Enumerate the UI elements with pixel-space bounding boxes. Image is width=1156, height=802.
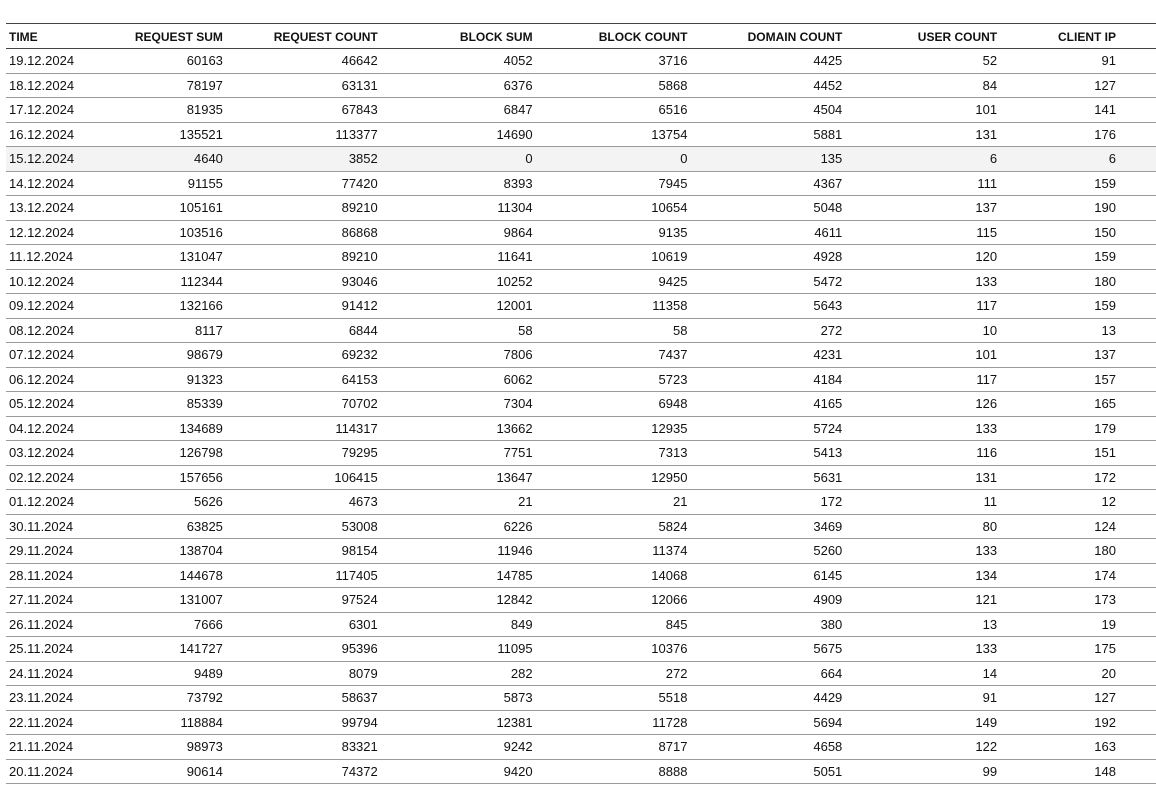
cell-request-count: 114317 xyxy=(227,416,382,441)
cell-request-count: 58637 xyxy=(227,686,382,711)
cell-user-count: 111 xyxy=(846,171,1001,196)
cell-request-sum: 85339 xyxy=(89,392,227,417)
cell-domain-count: 4928 xyxy=(691,245,846,270)
table-row xyxy=(6,269,1156,294)
cell-user-count: 80 xyxy=(846,514,1001,539)
cell-block-count: 6948 xyxy=(537,392,692,417)
cell-time: 06.12.2024 xyxy=(6,367,89,392)
table-row xyxy=(6,637,1156,662)
cell-block-sum: 58 xyxy=(382,318,537,343)
cell-user-count: 116 xyxy=(846,441,1001,466)
cell-user-count: 101 xyxy=(846,343,1001,368)
cell-block-count: 21 xyxy=(537,490,692,515)
cell-user-count: 10 xyxy=(846,318,1001,343)
cell-time: 14.12.2024 xyxy=(6,171,89,196)
cell-domain-count: 4504 xyxy=(691,98,846,123)
cell-block-count: 7313 xyxy=(537,441,692,466)
cell-block-sum: 11641 xyxy=(382,245,537,270)
cell-request-count: 93046 xyxy=(227,269,382,294)
cell-block-sum: 11095 xyxy=(382,637,537,662)
cell-block-count: 8888 xyxy=(537,759,692,784)
cell-request-sum: 112344 xyxy=(89,269,227,294)
cell-block-count: 14068 xyxy=(537,563,692,588)
cell-time: 10.12.2024 xyxy=(6,269,89,294)
cell-request-sum: 131047 xyxy=(89,245,227,270)
cell-request-count: 97524 xyxy=(227,588,382,613)
cell-domain-count: 4658 xyxy=(691,735,846,760)
table-row xyxy=(6,294,1156,319)
cell-request-count: 113377 xyxy=(227,122,382,147)
table-row xyxy=(6,735,1156,760)
cell-block-sum: 6062 xyxy=(382,367,537,392)
cell-request-count: 46642 xyxy=(227,49,382,74)
header-domain-count[interactable]: DOMAIN COUNT xyxy=(691,24,846,49)
cell-domain-count: 272 xyxy=(691,318,846,343)
cell-block-sum: 7304 xyxy=(382,392,537,417)
cell-request-count: 4673 xyxy=(227,490,382,515)
cell-domain-count: 5675 xyxy=(691,637,846,662)
cell-user-count: 121 xyxy=(846,588,1001,613)
cell-user-count: 131 xyxy=(846,122,1001,147)
cell-user-count: 84 xyxy=(846,73,1001,98)
cell-block-count: 7437 xyxy=(537,343,692,368)
cell-block-sum: 12842 xyxy=(382,588,537,613)
table-row xyxy=(6,514,1156,539)
table-header-row xyxy=(6,24,1156,49)
cell-request-sum: 98973 xyxy=(89,735,227,760)
cell-request-sum: 126798 xyxy=(89,441,227,466)
cell-client-ip: 157 xyxy=(1001,367,1156,392)
cell-block-sum: 0 xyxy=(382,147,537,172)
cell-client-ip: 163 xyxy=(1001,735,1156,760)
table-row xyxy=(6,73,1156,98)
table-row xyxy=(6,367,1156,392)
cell-user-count: 137 xyxy=(846,196,1001,221)
cell-request-count: 99794 xyxy=(227,710,382,735)
table-row xyxy=(6,245,1156,270)
cell-user-count: 52 xyxy=(846,49,1001,74)
cell-request-sum: 8117 xyxy=(89,318,227,343)
cell-user-count: 122 xyxy=(846,735,1001,760)
cell-block-count: 0 xyxy=(537,147,692,172)
cell-client-ip: 124 xyxy=(1001,514,1156,539)
cell-time: 08.12.2024 xyxy=(6,318,89,343)
cell-user-count: 120 xyxy=(846,245,1001,270)
cell-block-count: 10376 xyxy=(537,637,692,662)
table-row xyxy=(6,539,1156,564)
cell-domain-count: 3469 xyxy=(691,514,846,539)
cell-user-count: 6 xyxy=(846,147,1001,172)
table-row xyxy=(6,98,1156,123)
cell-domain-count: 4165 xyxy=(691,392,846,417)
header-time[interactable]: TIME xyxy=(6,24,89,49)
cell-time: 24.11.2024 xyxy=(6,661,89,686)
cell-request-count: 69232 xyxy=(227,343,382,368)
cell-client-ip: 91 xyxy=(1001,49,1156,74)
cell-user-count: 149 xyxy=(846,710,1001,735)
cell-client-ip: 12 xyxy=(1001,490,1156,515)
cell-request-count: 3852 xyxy=(227,147,382,172)
cell-request-count: 77420 xyxy=(227,171,382,196)
cell-client-ip: 148 xyxy=(1001,759,1156,784)
cell-request-sum: 90614 xyxy=(89,759,227,784)
cell-request-count: 64153 xyxy=(227,367,382,392)
cell-block-sum: 4052 xyxy=(382,49,537,74)
cell-request-count: 89210 xyxy=(227,245,382,270)
cell-domain-count: 4231 xyxy=(691,343,846,368)
cell-request-count: 89210 xyxy=(227,196,382,221)
table-row xyxy=(6,171,1156,196)
cell-block-sum: 14785 xyxy=(382,563,537,588)
cell-domain-count: 380 xyxy=(691,612,846,637)
cell-block-count: 8717 xyxy=(537,735,692,760)
cell-time: 18.12.2024 xyxy=(6,73,89,98)
cell-client-ip: 180 xyxy=(1001,269,1156,294)
cell-block-count: 11374 xyxy=(537,539,692,564)
cell-block-sum: 7751 xyxy=(382,441,537,466)
cell-request-sum: 135521 xyxy=(89,122,227,147)
cell-client-ip: 175 xyxy=(1001,637,1156,662)
cell-time: 15.12.2024 xyxy=(6,147,89,172)
table-row xyxy=(6,759,1156,784)
cell-client-ip: 173 xyxy=(1001,588,1156,613)
cell-block-sum: 9420 xyxy=(382,759,537,784)
cell-domain-count: 4429 xyxy=(691,686,846,711)
cell-block-sum: 9242 xyxy=(382,735,537,760)
cell-request-sum: 4640 xyxy=(89,147,227,172)
table-row xyxy=(6,392,1156,417)
cell-block-sum: 7806 xyxy=(382,343,537,368)
cell-request-count: 74372 xyxy=(227,759,382,784)
cell-block-count: 9135 xyxy=(537,220,692,245)
table-row xyxy=(6,710,1156,735)
cell-client-ip: 174 xyxy=(1001,563,1156,588)
cell-request-count: 67843 xyxy=(227,98,382,123)
cell-block-count: 11358 xyxy=(537,294,692,319)
cell-block-count: 12950 xyxy=(537,465,692,490)
cell-client-ip: 19 xyxy=(1001,612,1156,637)
cell-request-count: 63131 xyxy=(227,73,382,98)
cell-time: 01.12.2024 xyxy=(6,490,89,515)
table-row xyxy=(6,661,1156,686)
cell-user-count: 133 xyxy=(846,269,1001,294)
cell-user-count: 13 xyxy=(846,612,1001,637)
cell-time: 27.11.2024 xyxy=(6,588,89,613)
header-user-count[interactable]: USER COUNT xyxy=(846,24,1001,49)
cell-domain-count: 5260 xyxy=(691,539,846,564)
cell-time: 22.11.2024 xyxy=(6,710,89,735)
cell-client-ip: 127 xyxy=(1001,686,1156,711)
cell-domain-count: 5881 xyxy=(691,122,846,147)
cell-block-sum: 13647 xyxy=(382,465,537,490)
cell-block-count: 9425 xyxy=(537,269,692,294)
cell-time: 13.12.2024 xyxy=(6,196,89,221)
cell-domain-count: 5694 xyxy=(691,710,846,735)
daily-stats-table xyxy=(6,23,1156,784)
cell-block-sum: 6376 xyxy=(382,73,537,98)
cell-request-count: 86868 xyxy=(227,220,382,245)
cell-block-sum: 11304 xyxy=(382,196,537,221)
cell-user-count: 99 xyxy=(846,759,1001,784)
cell-domain-count: 4184 xyxy=(691,367,846,392)
cell-block-sum: 5873 xyxy=(382,686,537,711)
cell-time: 29.11.2024 xyxy=(6,539,89,564)
table-row xyxy=(6,490,1156,515)
cell-client-ip: 20 xyxy=(1001,661,1156,686)
cell-request-sum: 78197 xyxy=(89,73,227,98)
header-request-sum[interactable]: REQUEST SUM xyxy=(89,24,227,49)
cell-request-sum: 98679 xyxy=(89,343,227,368)
cell-time: 25.11.2024 xyxy=(6,637,89,662)
cell-client-ip: 127 xyxy=(1001,73,1156,98)
cell-block-count: 5824 xyxy=(537,514,692,539)
cell-block-sum: 10252 xyxy=(382,269,537,294)
cell-block-sum: 21 xyxy=(382,490,537,515)
cell-client-ip: 192 xyxy=(1001,710,1156,735)
cell-time: 20.11.2024 xyxy=(6,759,89,784)
cell-client-ip: 150 xyxy=(1001,220,1156,245)
cell-client-ip: 165 xyxy=(1001,392,1156,417)
cell-time: 05.12.2024 xyxy=(6,392,89,417)
cell-request-sum: 91155 xyxy=(89,171,227,196)
cell-time: 09.12.2024 xyxy=(6,294,89,319)
header-block-count[interactable]: BLOCK COUNT xyxy=(537,24,692,49)
cell-client-ip: 179 xyxy=(1001,416,1156,441)
cell-block-sum: 14690 xyxy=(382,122,537,147)
cell-block-count: 6516 xyxy=(537,98,692,123)
cell-request-sum: 131007 xyxy=(89,588,227,613)
cell-domain-count: 5724 xyxy=(691,416,846,441)
table-row xyxy=(6,612,1156,637)
cell-request-count: 70702 xyxy=(227,392,382,417)
cell-time: 21.11.2024 xyxy=(6,735,89,760)
cell-block-count: 10619 xyxy=(537,245,692,270)
cell-user-count: 117 xyxy=(846,294,1001,319)
header-block-sum[interactable]: BLOCK SUM xyxy=(382,24,537,49)
cell-request-sum: 63825 xyxy=(89,514,227,539)
table-row xyxy=(6,343,1156,368)
cell-time: 28.11.2024 xyxy=(6,563,89,588)
cell-client-ip: 176 xyxy=(1001,122,1156,147)
cell-user-count: 115 xyxy=(846,220,1001,245)
cell-client-ip: 159 xyxy=(1001,171,1156,196)
cell-block-sum: 282 xyxy=(382,661,537,686)
cell-time: 30.11.2024 xyxy=(6,514,89,539)
cell-block-count: 845 xyxy=(537,612,692,637)
cell-domain-count: 5048 xyxy=(691,196,846,221)
cell-client-ip: 6 xyxy=(1001,147,1156,172)
cell-time: 12.12.2024 xyxy=(6,220,89,245)
cell-time: 16.12.2024 xyxy=(6,122,89,147)
header-request-count[interactable]: REQUEST COUNT xyxy=(227,24,382,49)
cell-block-count: 13754 xyxy=(537,122,692,147)
cell-domain-count: 5631 xyxy=(691,465,846,490)
cell-request-sum: 157656 xyxy=(89,465,227,490)
cell-time: 23.11.2024 xyxy=(6,686,89,711)
cell-time: 19.12.2024 xyxy=(6,49,89,74)
cell-block-count: 12935 xyxy=(537,416,692,441)
cell-user-count: 133 xyxy=(846,539,1001,564)
cell-block-count: 7945 xyxy=(537,171,692,196)
cell-user-count: 11 xyxy=(846,490,1001,515)
cell-request-count: 91412 xyxy=(227,294,382,319)
stats-table-container xyxy=(6,23,1156,784)
cell-request-sum: 138704 xyxy=(89,539,227,564)
table-row xyxy=(6,122,1156,147)
cell-domain-count: 4909 xyxy=(691,588,846,613)
cell-request-count: 6844 xyxy=(227,318,382,343)
cell-request-count: 6301 xyxy=(227,612,382,637)
table-row xyxy=(6,147,1156,172)
table-row xyxy=(6,220,1156,245)
cell-client-ip: 141 xyxy=(1001,98,1156,123)
cell-user-count: 91 xyxy=(846,686,1001,711)
table-body xyxy=(6,49,1156,784)
cell-time: 04.12.2024 xyxy=(6,416,89,441)
cell-block-sum: 11946 xyxy=(382,539,537,564)
cell-domain-count: 6145 xyxy=(691,563,846,588)
cell-request-sum: 141727 xyxy=(89,637,227,662)
cell-user-count: 126 xyxy=(846,392,1001,417)
cell-user-count: 133 xyxy=(846,637,1001,662)
cell-domain-count: 5472 xyxy=(691,269,846,294)
cell-domain-count: 4367 xyxy=(691,171,846,196)
cell-block-count: 11728 xyxy=(537,710,692,735)
cell-request-sum: 105161 xyxy=(89,196,227,221)
cell-time: 07.12.2024 xyxy=(6,343,89,368)
cell-request-count: 8079 xyxy=(227,661,382,686)
cell-client-ip: 159 xyxy=(1001,294,1156,319)
cell-request-sum: 144678 xyxy=(89,563,227,588)
cell-user-count: 14 xyxy=(846,661,1001,686)
cell-request-sum: 5626 xyxy=(89,490,227,515)
cell-block-sum: 8393 xyxy=(382,171,537,196)
header-client-ip[interactable]: CLIENT IP xyxy=(1001,24,1156,49)
cell-request-count: 106415 xyxy=(227,465,382,490)
cell-block-count: 58 xyxy=(537,318,692,343)
table-row xyxy=(6,588,1156,613)
cell-client-ip: 159 xyxy=(1001,245,1156,270)
cell-block-count: 10654 xyxy=(537,196,692,221)
cell-domain-count: 4452 xyxy=(691,73,846,98)
cell-request-sum: 7666 xyxy=(89,612,227,637)
table-row xyxy=(6,416,1156,441)
cell-block-sum: 12001 xyxy=(382,294,537,319)
cell-block-count: 5723 xyxy=(537,367,692,392)
cell-block-count: 5518 xyxy=(537,686,692,711)
table-row xyxy=(6,686,1156,711)
cell-client-ip: 180 xyxy=(1001,539,1156,564)
table-row xyxy=(6,441,1156,466)
cell-request-count: 53008 xyxy=(227,514,382,539)
cell-block-sum: 6226 xyxy=(382,514,537,539)
cell-request-sum: 9489 xyxy=(89,661,227,686)
cell-domain-count: 664 xyxy=(691,661,846,686)
cell-request-sum: 132166 xyxy=(89,294,227,319)
cell-domain-count: 4425 xyxy=(691,49,846,74)
cell-block-sum: 849 xyxy=(382,612,537,637)
cell-block-sum: 9864 xyxy=(382,220,537,245)
cell-user-count: 134 xyxy=(846,563,1001,588)
cell-block-sum: 6847 xyxy=(382,98,537,123)
cell-block-count: 12066 xyxy=(537,588,692,613)
cell-time: 11.12.2024 xyxy=(6,245,89,270)
table-row xyxy=(6,563,1156,588)
table-row xyxy=(6,196,1156,221)
cell-domain-count: 5413 xyxy=(691,441,846,466)
table-row xyxy=(6,465,1156,490)
cell-request-sum: 73792 xyxy=(89,686,227,711)
cell-request-sum: 134689 xyxy=(89,416,227,441)
cell-domain-count: 5643 xyxy=(691,294,846,319)
cell-client-ip: 151 xyxy=(1001,441,1156,466)
cell-user-count: 101 xyxy=(846,98,1001,123)
cell-request-count: 117405 xyxy=(227,563,382,588)
cell-time: 17.12.2024 xyxy=(6,98,89,123)
cell-request-count: 95396 xyxy=(227,637,382,662)
cell-user-count: 131 xyxy=(846,465,1001,490)
cell-request-sum: 91323 xyxy=(89,367,227,392)
cell-block-sum: 12381 xyxy=(382,710,537,735)
cell-block-count: 272 xyxy=(537,661,692,686)
cell-time: 26.11.2024 xyxy=(6,612,89,637)
cell-request-count: 98154 xyxy=(227,539,382,564)
cell-time: 03.12.2024 xyxy=(6,441,89,466)
cell-request-count: 79295 xyxy=(227,441,382,466)
cell-time: 02.12.2024 xyxy=(6,465,89,490)
table-row xyxy=(6,318,1156,343)
cell-domain-count: 135 xyxy=(691,147,846,172)
cell-domain-count: 4611 xyxy=(691,220,846,245)
cell-client-ip: 13 xyxy=(1001,318,1156,343)
cell-user-count: 133 xyxy=(846,416,1001,441)
table-row xyxy=(6,49,1156,74)
cell-domain-count: 5051 xyxy=(691,759,846,784)
cell-domain-count: 172 xyxy=(691,490,846,515)
cell-request-count: 83321 xyxy=(227,735,382,760)
cell-request-sum: 81935 xyxy=(89,98,227,123)
cell-client-ip: 137 xyxy=(1001,343,1156,368)
cell-block-sum: 13662 xyxy=(382,416,537,441)
cell-request-sum: 118884 xyxy=(89,710,227,735)
cell-request-sum: 103516 xyxy=(89,220,227,245)
cell-client-ip: 190 xyxy=(1001,196,1156,221)
cell-user-count: 117 xyxy=(846,367,1001,392)
cell-client-ip: 172 xyxy=(1001,465,1156,490)
cell-block-count: 5868 xyxy=(537,73,692,98)
cell-block-count: 3716 xyxy=(537,49,692,74)
cell-request-sum: 60163 xyxy=(89,49,227,74)
